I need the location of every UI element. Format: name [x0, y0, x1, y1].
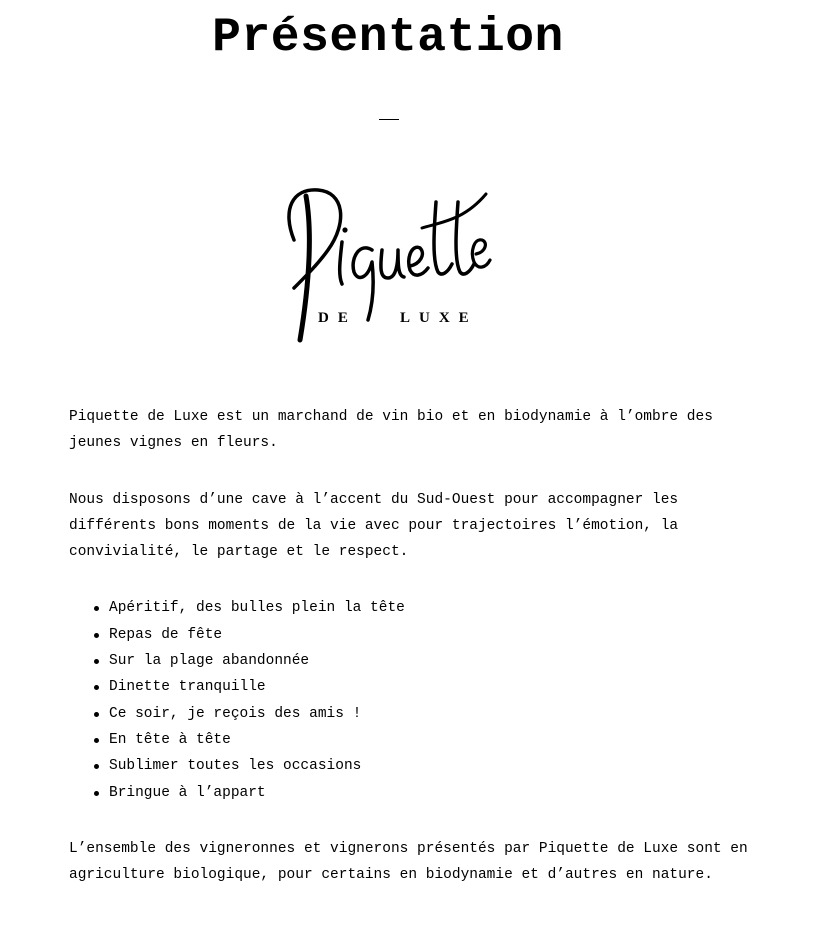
- list-item: Dinette tranquille: [109, 674, 749, 700]
- list-item: Bringue à l’appart: [109, 780, 749, 806]
- list-item: En tête à tête: [109, 727, 749, 753]
- logo-de: DE: [318, 310, 357, 326]
- closing-paragraph: L’ensemble des vigneronnes et vignerons présentés par Piquette de Luxe sont en agriculture biologique, pour certains en biodynamie et d’autres en nature.: [69, 840, 748, 884]
- occasions-list: [69, 595, 749, 805]
- title-divider: [379, 119, 399, 120]
- intro-paragraph-2: Nous disposons d’une cave à l’accent du Sud-Ouest pour accompagner les différents bons moments de la vie avec pour trajectoires l’émotion, la convivialité, le partage et le respect.: [69, 491, 679, 561]
- list-item: Repas de fête: [109, 622, 749, 648]
- piquette-de-luxe-logo: [282, 180, 497, 350]
- logo-luxe: LUXE: [400, 310, 478, 326]
- intro-paragraph-1: Piquette de Luxe est un marchand de vin bio et en biodynamie à l’ombre des jeunes vignes en fleurs.: [69, 409, 713, 452]
- list-item: Apéritif, des bulles plein la tête: [109, 595, 749, 621]
- list-item: Ce soir, je reçois des amis !: [109, 701, 749, 727]
- list-item: Sublimer toutes les occasions: [109, 753, 749, 779]
- list-item: Sur la plage abandonnée: [109, 648, 749, 674]
- page-title: Présentation: [212, 11, 564, 65]
- presentation-content: [69, 404, 749, 918]
